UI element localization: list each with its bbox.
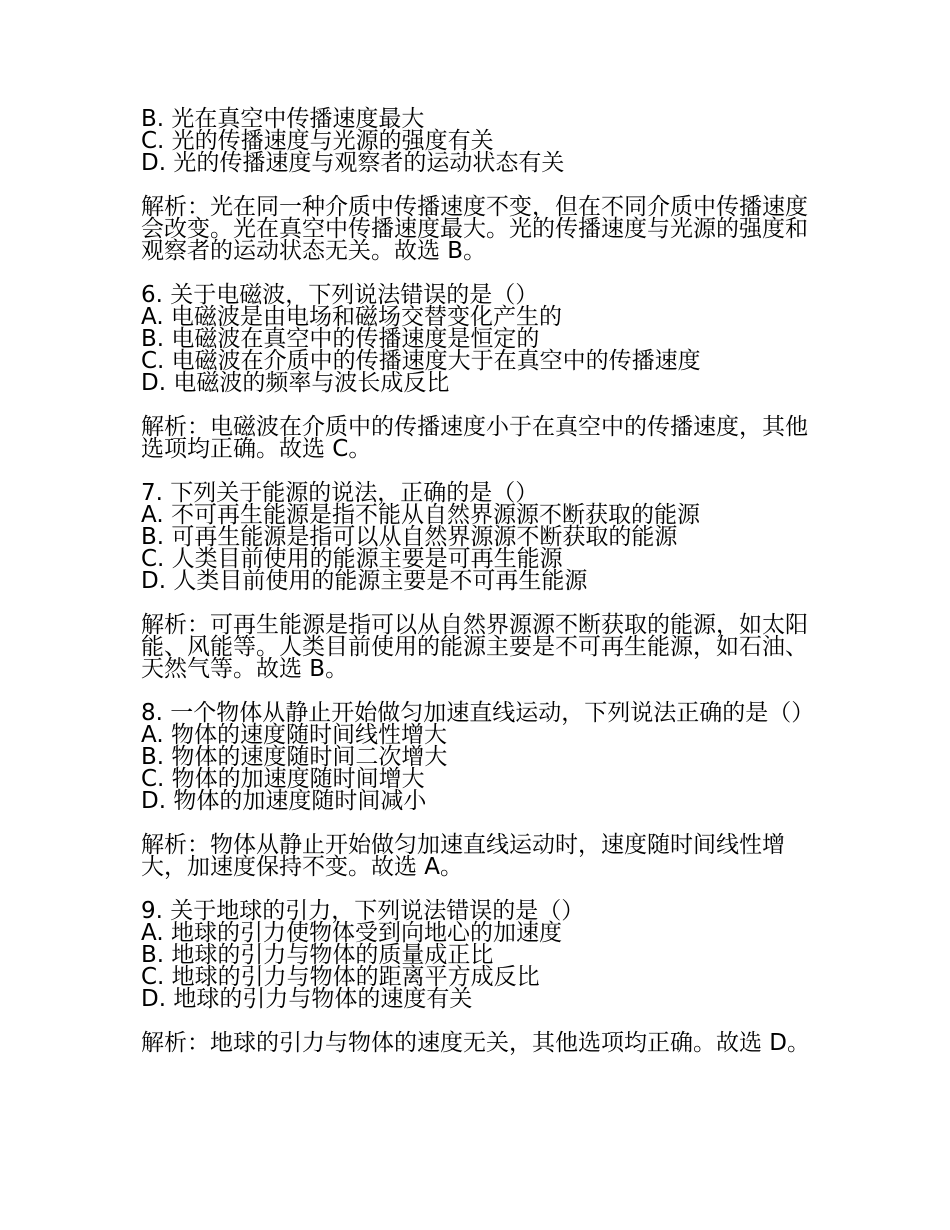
q7-option-d: D. 人类目前使用的能源主要是不可再生能源 xyxy=(141,568,588,594)
q6-option-b: B. 电磁波在真空中的传播速度是恒定的 xyxy=(141,326,540,352)
q7-option-a: A. 不可再生能源是指不能从自然界源源不断获取的能源 xyxy=(141,502,700,528)
q6-question: 6. 关于电磁波，下列说法错误的是（） xyxy=(141,282,539,308)
q5-option-c: C. 光的传播速度与光源的强度有关 xyxy=(141,128,494,154)
question-9-block xyxy=(141,900,813,1054)
q7-option-c: C. 人类目前使用的能源主要是可再生能源 xyxy=(141,546,563,572)
q6-option-d: D. 电磁波的频率与波长成反比 xyxy=(141,370,450,396)
spacer xyxy=(141,174,813,196)
q5-analysis: 解析：光在同一种介质中传播速度不变，但在不同介质中传播速度会改变。光在真空中传播速度最大。光的传播速度与光源的强度和观察者的运动状态无关。故选 B。 xyxy=(141,194,808,264)
q8-option-d: D. 物体的加速度随时间减小 xyxy=(141,788,427,814)
spacer xyxy=(141,460,813,482)
document-body xyxy=(141,108,813,1054)
spacer xyxy=(141,592,813,614)
q8-question: 8. 一个物体从静止开始做匀加速直线运动，下列说法正确的是（） xyxy=(141,700,815,726)
q5-option-d: D. 光的传播速度与观察者的运动状态有关 xyxy=(141,150,565,176)
q7-question: 7. 下列关于能源的说法，正确的是（） xyxy=(141,480,539,506)
q6-option-c: C. 电磁波在介质中的传播速度大于在真空中的传播速度 xyxy=(141,348,701,374)
question-6-block xyxy=(141,284,813,460)
q8-analysis: 解析：物体从静止开始做匀加速直线运动时，速度随时间线性增大，加速度保持不变。故选 A。 xyxy=(141,832,785,880)
question-5-block xyxy=(141,108,813,262)
q9-question: 9. 关于地球的引力，下列说法错误的是（） xyxy=(141,898,585,924)
q6-option-a: A. 电磁波是由电场和磁场交替变化产生的 xyxy=(141,304,562,330)
spacer xyxy=(141,1010,813,1032)
spacer xyxy=(141,878,813,900)
q6-analysis: 解析：电磁波在介质中的传播速度小于在真空中的传播速度，其他选项均正确。故选 C。 xyxy=(141,414,808,462)
q7-analysis: 解析：可再生能源是指可以从自然界源源不断获取的能源，如太阳能、风能等。人类目前使用的能源主要是不可再生能源，如石油、天然气等。故选 B。 xyxy=(141,612,808,682)
question-7-block xyxy=(141,482,813,680)
spacer xyxy=(141,680,813,702)
q9-analysis: 解析：地球的引力与物体的速度无关，其他选项均正确。故选 D。 xyxy=(141,1030,811,1056)
q9-option-d: D. 地球的引力与物体的速度有关 xyxy=(141,986,473,1012)
spacer xyxy=(141,812,813,834)
q9-option-a: A. 地球的引力使物体受到向地心的加速度 xyxy=(141,920,562,946)
q8-option-b: B. 物体的速度随时间二次增大 xyxy=(141,744,448,770)
spacer xyxy=(141,262,813,284)
question-8-block xyxy=(141,702,813,878)
q8-option-c: C. 物体的加速度随时间增大 xyxy=(141,766,425,792)
q7-option-b: B. 可再生能源是指可以从自然界源源不断获取的能源 xyxy=(141,524,678,550)
q5-option-b: B. 光在真空中传播速度最大 xyxy=(141,106,425,132)
q9-option-b: B. 地球的引力与物体的质量成正比 xyxy=(141,942,494,968)
q8-option-a: A. 物体的速度随时间线性增大 xyxy=(141,722,447,748)
q9-option-c: C. 地球的引力与物体的距离平方成反比 xyxy=(141,964,540,990)
spacer xyxy=(141,394,813,416)
